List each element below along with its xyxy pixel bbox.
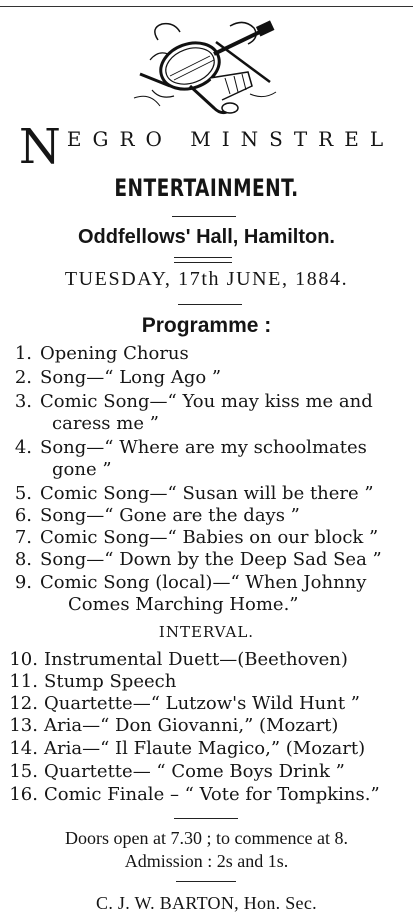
title-text: EGRO MINSTREL bbox=[66, 127, 395, 151]
title-initial: N bbox=[18, 119, 61, 175]
list-item-continuation: gone ” bbox=[52, 459, 112, 480]
subtitle: ENTERTAINMENT. bbox=[114, 174, 299, 202]
interval-heading: INTERVAL. bbox=[158, 623, 255, 641]
signature: C. J. W. BARTON, Hon. Sec. bbox=[96, 893, 317, 913]
list-item: 16. Comic Finale – “ Vote for Tompkins.” bbox=[9, 784, 380, 805]
list-item: 15. Quartette— “ Come Boys Drink ” bbox=[9, 761, 345, 782]
list-item: 13. Aria—“ Don Giovanni,” (Mozart) bbox=[9, 715, 339, 736]
date: TUESDAY, 17th JUNE, 1884. bbox=[64, 268, 349, 290]
list-item: 14. Aria—“ Il Flaute Magico,” (Mozart) bbox=[9, 738, 366, 759]
list-item: 2. Song—“ Long Ago ” bbox=[14, 367, 222, 388]
list-item: 9. Comic Song (local)—“ When Johnny bbox=[14, 572, 367, 593]
list-item: 12. Quartette—“ Lutzow's Wild Hunt ” bbox=[9, 693, 361, 714]
list-item: 8. Song—“ Down by the Deep Sad Sea ” bbox=[14, 549, 382, 570]
banjo-instruments-illustration bbox=[130, 20, 282, 118]
divider bbox=[172, 216, 236, 217]
list-item: 4. Song—“ Where are my schoolmates bbox=[14, 437, 367, 458]
list-item: 7. Comic Song—“ Babies on our block ” bbox=[14, 527, 379, 548]
list-item: 10. Instrumental Duett—(Beethoven) bbox=[9, 649, 348, 670]
list-item-continuation: caress me ” bbox=[52, 413, 159, 434]
venue: Oddfellows' Hall, Hamilton. bbox=[77, 226, 335, 248]
list-item: 1. Opening Chorus bbox=[14, 343, 189, 364]
divider bbox=[178, 304, 242, 305]
divider bbox=[174, 818, 238, 819]
divider bbox=[176, 881, 236, 882]
list-item: 3. Comic Song—“ You may kiss me and bbox=[14, 391, 373, 412]
list-item: 5. Comic Song—“ Susan will be there ” bbox=[14, 483, 374, 504]
divider-double bbox=[174, 257, 232, 263]
title bbox=[0, 119, 413, 175]
top-border bbox=[0, 0, 413, 7]
list-item-continuation: Comes Marching Home.” bbox=[68, 594, 299, 615]
list-item: 6. Song—“ Gone are the days ” bbox=[14, 505, 300, 526]
admission-info: Admission : 2s and 1s. bbox=[124, 851, 289, 871]
programme-heading: Programme : bbox=[141, 314, 272, 337]
doors-info: Doors open at 7.30 ; to commence at 8. bbox=[65, 828, 348, 848]
list-item: 11. Stump Speech bbox=[9, 671, 177, 692]
